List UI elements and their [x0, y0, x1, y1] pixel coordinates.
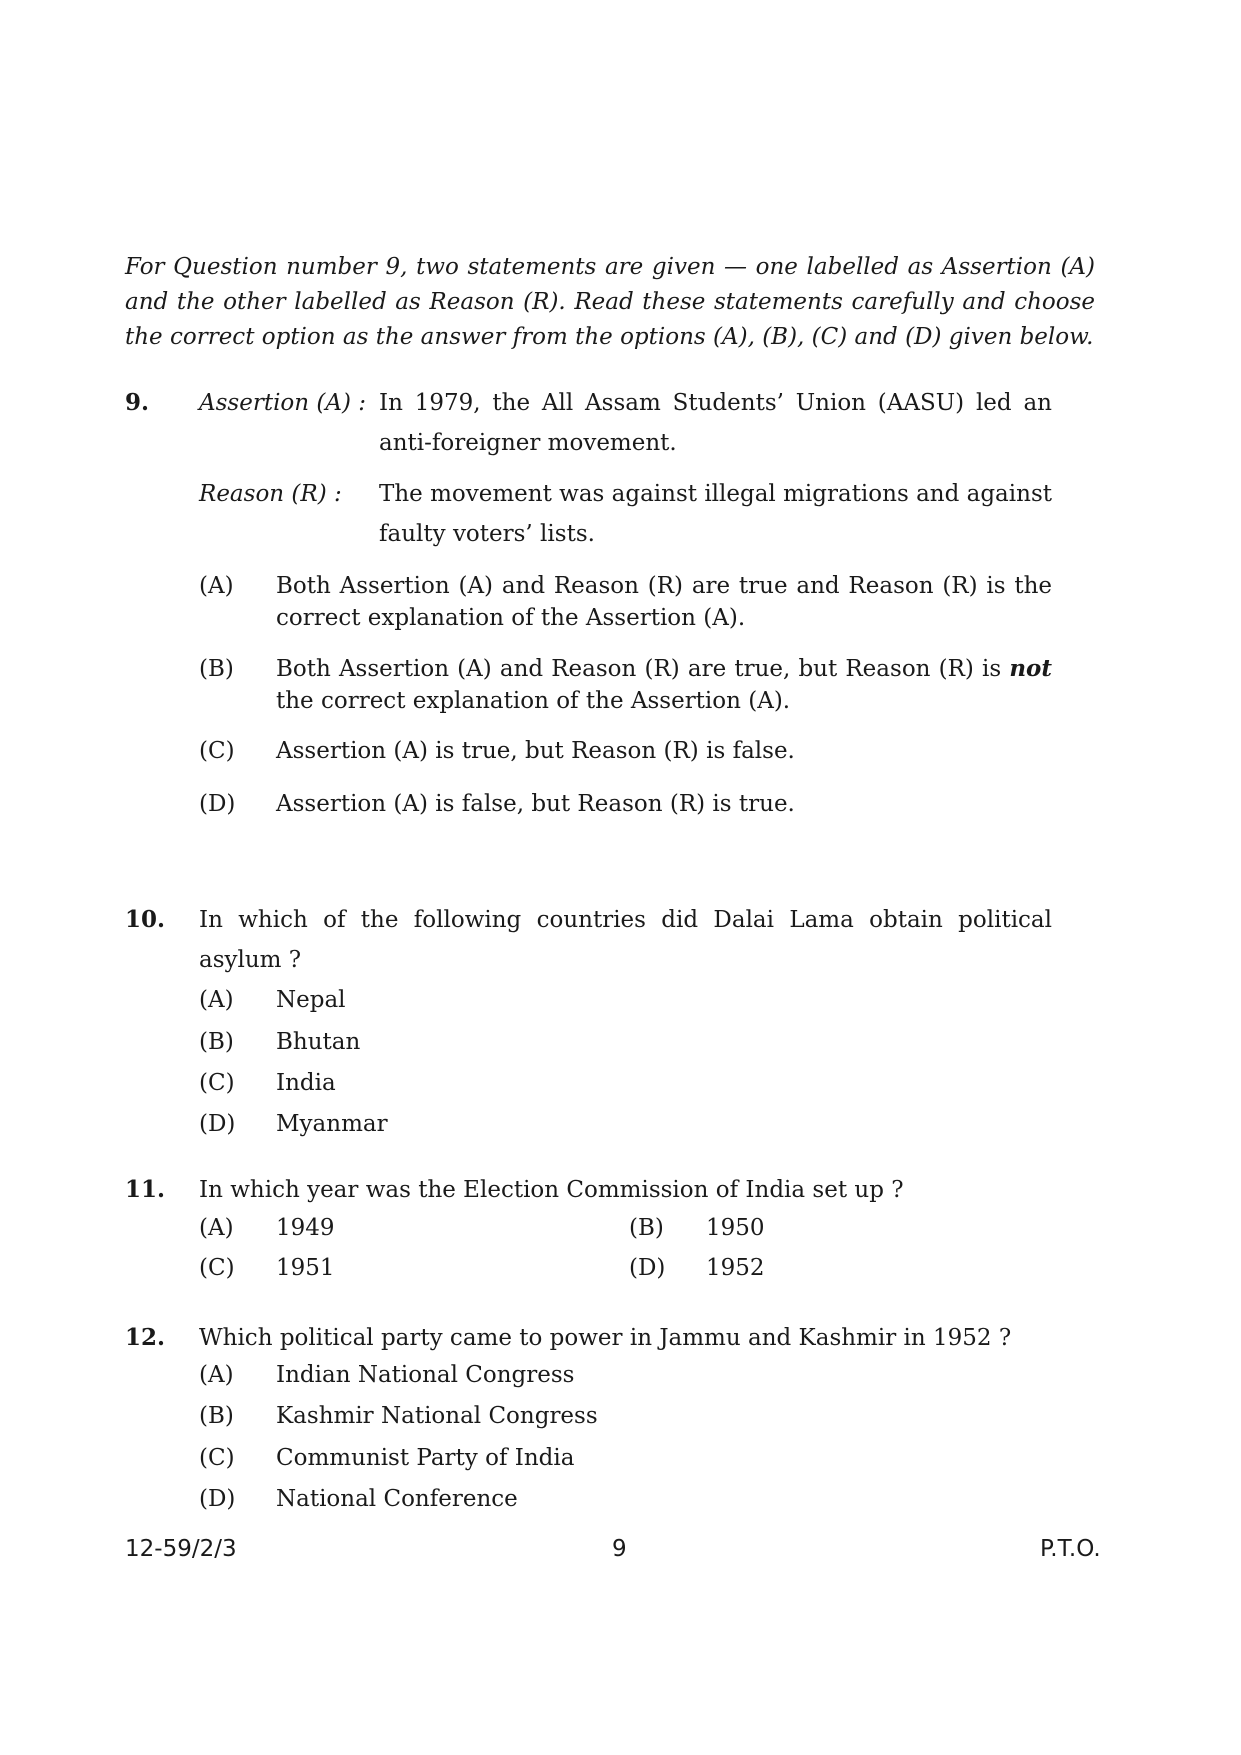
q10-option-b-text: Bhutan: [276, 1029, 361, 1055]
q12-option-d-letter: (D): [199, 1486, 236, 1512]
q9-option-c-letter: (C): [199, 738, 235, 764]
q11-option-b-text: 1950: [706, 1215, 765, 1241]
question-12-number: 12.: [125, 1324, 166, 1351]
q12-option-b-letter: (B): [199, 1403, 234, 1429]
q11-option-d-text: 1952: [706, 1255, 765, 1281]
question-10-text: In which of the following countries did Dalai Lama obtain political asylum ?: [199, 907, 1052, 973]
q11-option-a-letter: (A): [199, 1215, 234, 1241]
q12-option-a-text: Indian National Congress: [276, 1362, 575, 1388]
instructions-paragraph: For Question number 9, two statements are given — one labelled as Assertion (A) and the other labelled as Reason (R). Read these statements carefully and choose the correct option as the answer from the options (A), (B), (C) and (D) given below.: [125, 254, 1095, 350]
q10-option-d-letter: (D): [199, 1111, 236, 1137]
q9-option-a-letter: (A): [199, 573, 234, 599]
question-11-number: 11.: [125, 1176, 166, 1203]
q11-option-a-text: 1949: [276, 1215, 335, 1241]
q9-option-c-text: Assertion (A) is true, but Reason (R) is false.: [276, 738, 795, 764]
q12-option-c-letter: (C): [199, 1445, 235, 1471]
q12-option-c-text: Communist Party of India: [276, 1445, 575, 1471]
question-11-text: In which year was the Election Commission of India set up ?: [199, 1177, 904, 1203]
paper-code: 12-59/2/3: [125, 1536, 237, 1562]
q12-option-d-text: National Conference: [276, 1486, 518, 1512]
q10-option-b-letter: (B): [199, 1029, 234, 1055]
page-number: 9: [612, 1536, 627, 1562]
q9-option-b-emphasis: not: [1009, 655, 1052, 682]
q10-option-a-text: Nepal: [276, 987, 346, 1013]
reason-text: The movement was against illegal migrations and against faulty voters’ lists.: [379, 481, 1052, 547]
q9-option-d-letter: (D): [199, 791, 236, 817]
q9-option-b-text: [276, 653, 1052, 717]
q12-option-a-letter: (A): [199, 1362, 234, 1388]
q9-option-b-text-after: the correct explanation of the Assertion (A).: [276, 688, 791, 714]
q11-option-d-letter: (D): [629, 1255, 666, 1281]
q12-option-b-text: Kashmir National Congress: [276, 1403, 598, 1429]
q10-option-a-letter: (A): [199, 987, 234, 1013]
q11-option-b-letter: (B): [629, 1215, 664, 1241]
question-10-number: 10.: [125, 906, 166, 933]
q11-option-c-text: 1951: [276, 1255, 335, 1281]
q11-option-c-letter: (C): [199, 1255, 235, 1281]
assertion-label: Assertion (A) :: [199, 390, 367, 416]
pto-label: P.T.O.: [1040, 1536, 1101, 1562]
question-9-number: 9.: [125, 389, 150, 416]
reason-label: Reason (R) :: [199, 481, 342, 507]
assertion-text: In 1979, the All Assam Students’ Union (AASU) led an anti-foreigner movement.: [379, 390, 1052, 456]
q9-option-a-text: Both Assertion (A) and Reason (R) are true and Reason (R) is the correct explanation of the Assertion (A).: [276, 573, 1052, 631]
q10-option-c-text: India: [276, 1070, 336, 1096]
q9-option-b-text-before: Both Assertion (A) and Reason (R) are true, but Reason (R) is: [276, 656, 1010, 682]
q9-option-d-text: Assertion (A) is false, but Reason (R) is true.: [276, 791, 795, 817]
question-12-text: Which political party came to power in Jammu and Kashmir in 1952 ?: [199, 1325, 1012, 1351]
q9-option-b-letter: (B): [199, 656, 234, 682]
q10-option-c-letter: (C): [199, 1070, 235, 1096]
q10-option-d-text: Myanmar: [276, 1111, 388, 1137]
